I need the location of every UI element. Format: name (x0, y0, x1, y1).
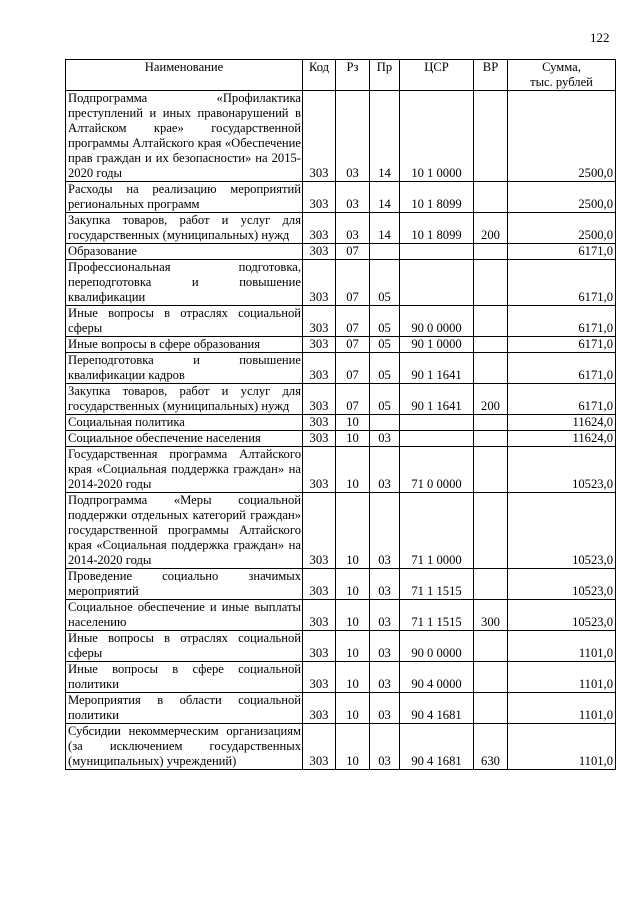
cell-name: Социальное обеспечение населения (66, 431, 303, 447)
cell-name: Иные вопросы в отраслях социальной сферы (66, 631, 303, 662)
cell-rz: 07 (336, 337, 370, 353)
table-row (66, 337, 616, 353)
cell-rz: 10 (336, 693, 370, 724)
table-row (66, 244, 616, 260)
cell-vr (474, 244, 508, 260)
cell-rz: 10 (336, 662, 370, 693)
cell-sum: 1101,0 (508, 631, 616, 662)
cell-pr (370, 415, 400, 431)
table-row (66, 693, 616, 724)
cell-csr: 71 0 0000 (400, 447, 474, 493)
cell-name: Подпрограмма «Меры социальной поддержки отдельных категорий граждан» государственной программы Алтайского края «Социальная поддержка граждан» на 2014-2020 годы (66, 493, 303, 569)
cell-pr: 14 (370, 91, 400, 182)
cell-name: Закупка товаров, работ и услуг для государственных (муниципальных) нужд (66, 384, 303, 415)
cell-csr (400, 415, 474, 431)
cell-csr (400, 431, 474, 447)
cell-vr (474, 447, 508, 493)
cell-rz: 07 (336, 353, 370, 384)
cell-name: Социальное обеспечение и иные выплаты населению (66, 600, 303, 631)
cell-vr (474, 260, 508, 306)
table-row (66, 493, 616, 569)
cell-pr: 14 (370, 213, 400, 244)
cell-csr: 90 4 1681 (400, 724, 474, 770)
header-sum-line1: Сумма, (542, 60, 581, 74)
cell-csr: 90 0 0000 (400, 631, 474, 662)
cell-rz: 07 (336, 384, 370, 415)
cell-vr: 200 (474, 213, 508, 244)
cell-kod: 303 (303, 447, 336, 493)
header-vr: ВР (474, 60, 508, 91)
cell-csr: 90 4 1681 (400, 693, 474, 724)
cell-pr: 03 (370, 724, 400, 770)
cell-kod: 303 (303, 353, 336, 384)
header-rz: Рз (336, 60, 370, 91)
cell-kod: 303 (303, 600, 336, 631)
cell-name: Проведение социально значимых мероприятий (66, 569, 303, 600)
table-row (66, 447, 616, 493)
cell-rz: 10 (336, 600, 370, 631)
table-row (66, 260, 616, 306)
cell-sum: 6171,0 (508, 353, 616, 384)
cell-name: Иные вопросы в отраслях социальной сферы (66, 306, 303, 337)
cell-sum: 2500,0 (508, 91, 616, 182)
cell-sum: 6171,0 (508, 244, 616, 260)
cell-pr: 05 (370, 306, 400, 337)
cell-name: Профессиональная подготовка, переподготовка и повышение квалификации (66, 260, 303, 306)
cell-kod: 303 (303, 631, 336, 662)
cell-vr (474, 662, 508, 693)
cell-csr: 71 1 0000 (400, 493, 474, 569)
cell-rz: 07 (336, 260, 370, 306)
cell-pr: 05 (370, 260, 400, 306)
cell-csr: 10 1 8099 (400, 213, 474, 244)
cell-kod: 303 (303, 431, 336, 447)
cell-vr (474, 415, 508, 431)
table-row (66, 600, 616, 631)
cell-pr (370, 244, 400, 260)
header-sum (508, 60, 616, 91)
header-csr: ЦСР (400, 60, 474, 91)
cell-pr: 05 (370, 337, 400, 353)
cell-pr: 03 (370, 431, 400, 447)
cell-pr: 03 (370, 693, 400, 724)
cell-rz: 10 (336, 431, 370, 447)
table-row (66, 182, 616, 213)
cell-vr: 630 (474, 724, 508, 770)
cell-kod: 303 (303, 493, 336, 569)
cell-pr: 03 (370, 600, 400, 631)
cell-sum: 2500,0 (508, 182, 616, 213)
cell-csr: 10 1 0000 (400, 91, 474, 182)
cell-rz: 10 (336, 569, 370, 600)
cell-sum: 1101,0 (508, 693, 616, 724)
cell-pr: 03 (370, 447, 400, 493)
table-row (66, 662, 616, 693)
cell-sum: 6171,0 (508, 337, 616, 353)
table-row (66, 569, 616, 600)
cell-rz: 10 (336, 631, 370, 662)
cell-pr: 03 (370, 569, 400, 600)
table-row (66, 353, 616, 384)
cell-kod: 303 (303, 91, 336, 182)
table-row (66, 415, 616, 431)
cell-sum: 11624,0 (508, 415, 616, 431)
cell-rz: 10 (336, 724, 370, 770)
cell-csr: 90 1 0000 (400, 337, 474, 353)
cell-name: Социальная политика (66, 415, 303, 431)
cell-rz: 03 (336, 213, 370, 244)
table-row (66, 306, 616, 337)
cell-pr: 03 (370, 493, 400, 569)
cell-name: Расходы на реализацию мероприятий региональных программ (66, 182, 303, 213)
cell-rz: 03 (336, 91, 370, 182)
header-kod: Код (303, 60, 336, 91)
cell-pr: 05 (370, 384, 400, 415)
cell-name: Переподготовка и повышение квалификации кадров (66, 353, 303, 384)
cell-rz: 10 (336, 493, 370, 569)
cell-vr (474, 91, 508, 182)
cell-pr: 03 (370, 631, 400, 662)
table-row (66, 631, 616, 662)
table-body (66, 91, 616, 770)
cell-name: Иные вопросы в сфере социальной политики (66, 662, 303, 693)
cell-name: Закупка товаров, работ и услуг для государственных (муниципальных) нужд (66, 213, 303, 244)
cell-csr (400, 260, 474, 306)
cell-kod: 303 (303, 182, 336, 213)
cell-sum: 1101,0 (508, 724, 616, 770)
cell-kod: 303 (303, 384, 336, 415)
cell-vr (474, 569, 508, 600)
table-row (66, 213, 616, 244)
cell-kod: 303 (303, 244, 336, 260)
cell-rz: 07 (336, 244, 370, 260)
cell-kod: 303 (303, 662, 336, 693)
cell-kod: 303 (303, 213, 336, 244)
table-header-row (66, 60, 616, 91)
cell-sum: 6171,0 (508, 306, 616, 337)
cell-rz: 10 (336, 447, 370, 493)
cell-sum: 1101,0 (508, 662, 616, 693)
cell-vr (474, 353, 508, 384)
cell-sum: 10523,0 (508, 493, 616, 569)
cell-vr (474, 306, 508, 337)
cell-name: Мероприятия в области социальной политики (66, 693, 303, 724)
table-row (66, 91, 616, 182)
cell-csr: 71 1 1515 (400, 600, 474, 631)
cell-rz: 07 (336, 306, 370, 337)
cell-vr: 200 (474, 384, 508, 415)
cell-name: Подпрограмма «Профилактика преступлений и иных правонарушений в Алтайском крае» государственной программы Алтайского края «Обеспечение прав граждан и их безопасности» на 2015-2020 годы (66, 91, 303, 182)
cell-name: Иные вопросы в сфере образования (66, 337, 303, 353)
header-pr: Пр (370, 60, 400, 91)
cell-csr: 90 1 1641 (400, 384, 474, 415)
cell-sum: 2500,0 (508, 213, 616, 244)
cell-vr (474, 631, 508, 662)
table-row (66, 431, 616, 447)
cell-name: Образование (66, 244, 303, 260)
cell-vr (474, 431, 508, 447)
cell-vr (474, 182, 508, 213)
cell-sum: 11624,0 (508, 431, 616, 447)
cell-rz: 03 (336, 182, 370, 213)
budget-table (65, 59, 616, 770)
cell-name: Государственная программа Алтайского края «Социальная поддержка граждан» на 2014-2020 годы (66, 447, 303, 493)
cell-kod: 303 (303, 693, 336, 724)
cell-kod: 303 (303, 337, 336, 353)
cell-csr: 90 1 1641 (400, 353, 474, 384)
table-row (66, 724, 616, 770)
cell-csr (400, 244, 474, 260)
cell-vr (474, 493, 508, 569)
cell-kod: 303 (303, 569, 336, 600)
cell-name: Субсидии некоммерческим организациям (за исключением государственных (муниципальных) учреждений) (66, 724, 303, 770)
cell-csr: 90 0 0000 (400, 306, 474, 337)
cell-pr: 14 (370, 182, 400, 213)
cell-csr: 10 1 8099 (400, 182, 474, 213)
cell-csr: 90 4 0000 (400, 662, 474, 693)
cell-kod: 303 (303, 415, 336, 431)
cell-vr: 300 (474, 600, 508, 631)
cell-vr (474, 693, 508, 724)
cell-kod: 303 (303, 260, 336, 306)
cell-kod: 303 (303, 306, 336, 337)
cell-kod: 303 (303, 724, 336, 770)
cell-sum: 10523,0 (508, 600, 616, 631)
table-row (66, 384, 616, 415)
header-name: Наименование (66, 60, 303, 91)
header-sum-line2: тыс. рублей (530, 75, 593, 89)
page-number: 122 (590, 30, 610, 45)
cell-pr: 03 (370, 662, 400, 693)
cell-sum: 6171,0 (508, 260, 616, 306)
cell-rz: 10 (336, 415, 370, 431)
cell-sum: 10523,0 (508, 569, 616, 600)
cell-sum: 6171,0 (508, 384, 616, 415)
cell-csr: 71 1 1515 (400, 569, 474, 600)
cell-vr (474, 337, 508, 353)
cell-sum: 10523,0 (508, 447, 616, 493)
cell-pr: 05 (370, 353, 400, 384)
